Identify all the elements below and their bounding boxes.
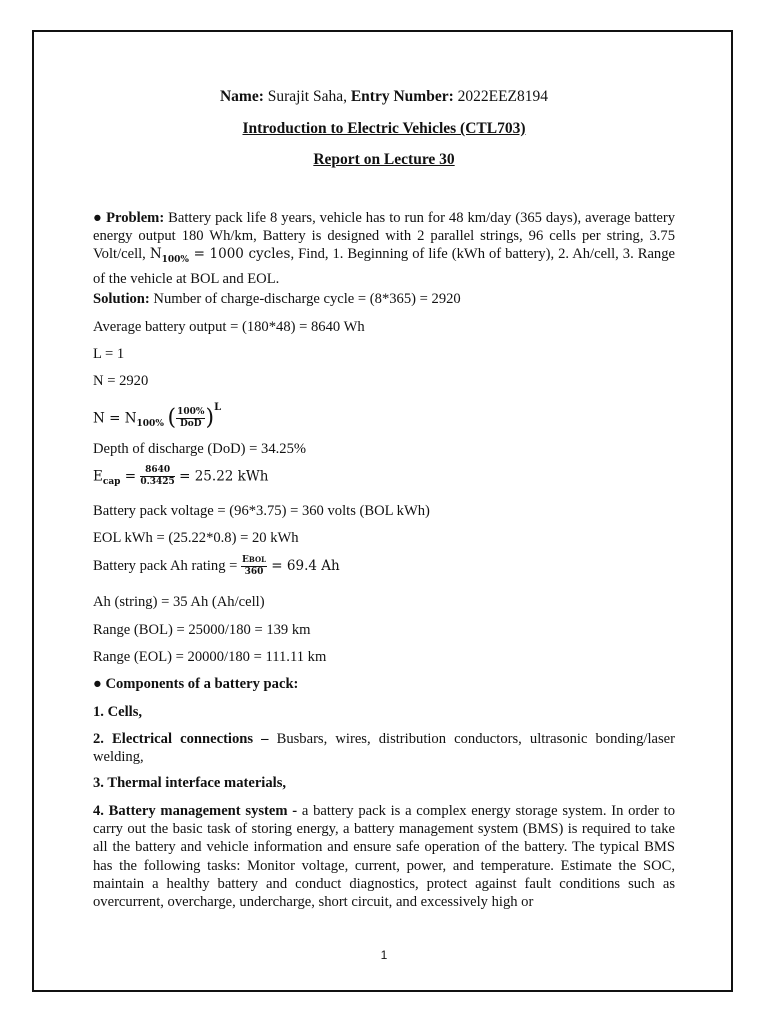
problem-text-1: Battery pack life 8 years, vehicle has to run for 48 km/day (365 days), average battery energy output 180 Wh/km, Battery is designed with 2 parallel strings, 96 cells per string, 3.75 Volt/cell,: [93, 210, 676, 263]
author-line: [93, 88, 675, 106]
n-symbol: N: [149, 246, 162, 263]
cycles-text: Number of charge-discharge cycle = (8*365) = 2920: [149, 291, 461, 307]
formula-lhs: N = N: [93, 410, 137, 427]
solution-label: Solution:: [93, 291, 150, 307]
ecap-fraction: [140, 465, 174, 488]
formula-fraction: [176, 407, 205, 430]
l-value: L = 1: [93, 346, 125, 362]
ah-den: 360: [244, 567, 264, 577]
component-4-label: 4. Battery management system -: [93, 803, 298, 819]
ecap-formula: $E_{cap}$ = $\frac{8640}{0.3425}$ = 25.22 kWh: [93, 465, 269, 487]
ecap-num: 8640: [140, 465, 174, 477]
ecap-symbol: E: [93, 468, 103, 485]
problem-label: Problem:: [106, 210, 165, 226]
name-value: Surajit Saha,: [263, 88, 351, 105]
eol-kwh: EOL kWh = (25.22*0.8) = 20 kWh: [93, 530, 299, 546]
range-eol: Range (EOL) = 20000/180 = 111.11 km: [93, 649, 327, 665]
ecap-den: 0.3425: [140, 477, 175, 487]
ecap-sub: cap: [102, 476, 121, 487]
formula-sub: 100%: [136, 419, 164, 429]
formula-exp: L: [214, 402, 222, 413]
course-title: Introduction to Electric Vehicles (CTL703): [242, 120, 526, 137]
ah-string: Ah (string) = 35 Ah (Ah/cell): [93, 594, 265, 610]
entry-label: Entry Number:: [350, 88, 454, 105]
component-4: [93, 802, 675, 911]
problem-text-2: , Find, 1. Beginning of life (kWh of battery), 2. Ah/cell, 3. Range of the vehicle at BOL and EOL.: [93, 246, 675, 287]
bullet: ●: [93, 210, 107, 226]
ah-result: = 69.4 Ah: [267, 557, 340, 574]
formula-num: 100%: [177, 407, 205, 418]
cycle-formula: [93, 399, 675, 433]
component-2: [93, 730, 675, 766]
ecap-result: = 25.22 kWh: [174, 468, 269, 485]
component-2-label: 2. Electrical connections –: [93, 731, 269, 747]
component-4-text: a battery pack is a complex energy storage system. In order to carry out the basic task of storing energy, a battery management system (BMS) is required to take all the battery and vehicle information and ensure safe operation of the battery. The typical BMS has the following tasks: Monitor voltage, current, power, and temperature. Estimate the SOC, maintain a healthy battery and conduct diagnostics, protect against fault conditions such as overcurrent, overcharge, undercharge, short circuit, and excessively high or: [93, 803, 675, 911]
pack-voltage: Battery pack voltage = (96*3.75) = 360 volts (BOL kWh): [93, 503, 430, 519]
ah-num: EBOL: [242, 555, 266, 565]
components-heading: ● Components of a battery pack:: [93, 676, 299, 692]
right-paren: ): [205, 405, 215, 431]
ah-fraction: [241, 554, 267, 578]
dod: Depth of discharge (DoD) = 34.25%: [93, 441, 307, 457]
ah-rating: [93, 554, 675, 584]
solution-cycles: [93, 290, 675, 308]
left-paren: (: [167, 405, 177, 431]
component-3: 3. Thermal interface materials,: [93, 775, 287, 791]
name-label: Name:: [219, 88, 264, 105]
formula-den: DoD: [179, 419, 202, 430]
n-eq: = 1000 cycles: [188, 246, 291, 263]
entry-value: 2022EEZ8194: [453, 88, 549, 105]
range-bol: Range (BOL) = 25000/180 = 139 km: [93, 622, 311, 638]
n-sub: 100%: [161, 255, 189, 266]
n-value: N = 2920: [93, 373, 149, 389]
page-number: 1: [380, 948, 388, 962]
report-title: Report on Lecture 30: [313, 151, 455, 168]
ah-rating-label: Battery pack Ah rating =: [93, 557, 242, 574]
component-2-text: Busbars, wires, distribution conductors, ultrasonic bonding/laser welding,: [93, 731, 675, 766]
avg-output: Average battery output = (180*48) = 8640 Wh: [93, 319, 365, 335]
problem-paragraph: [93, 209, 675, 288]
component-1: 1. Cells,: [93, 704, 143, 720]
